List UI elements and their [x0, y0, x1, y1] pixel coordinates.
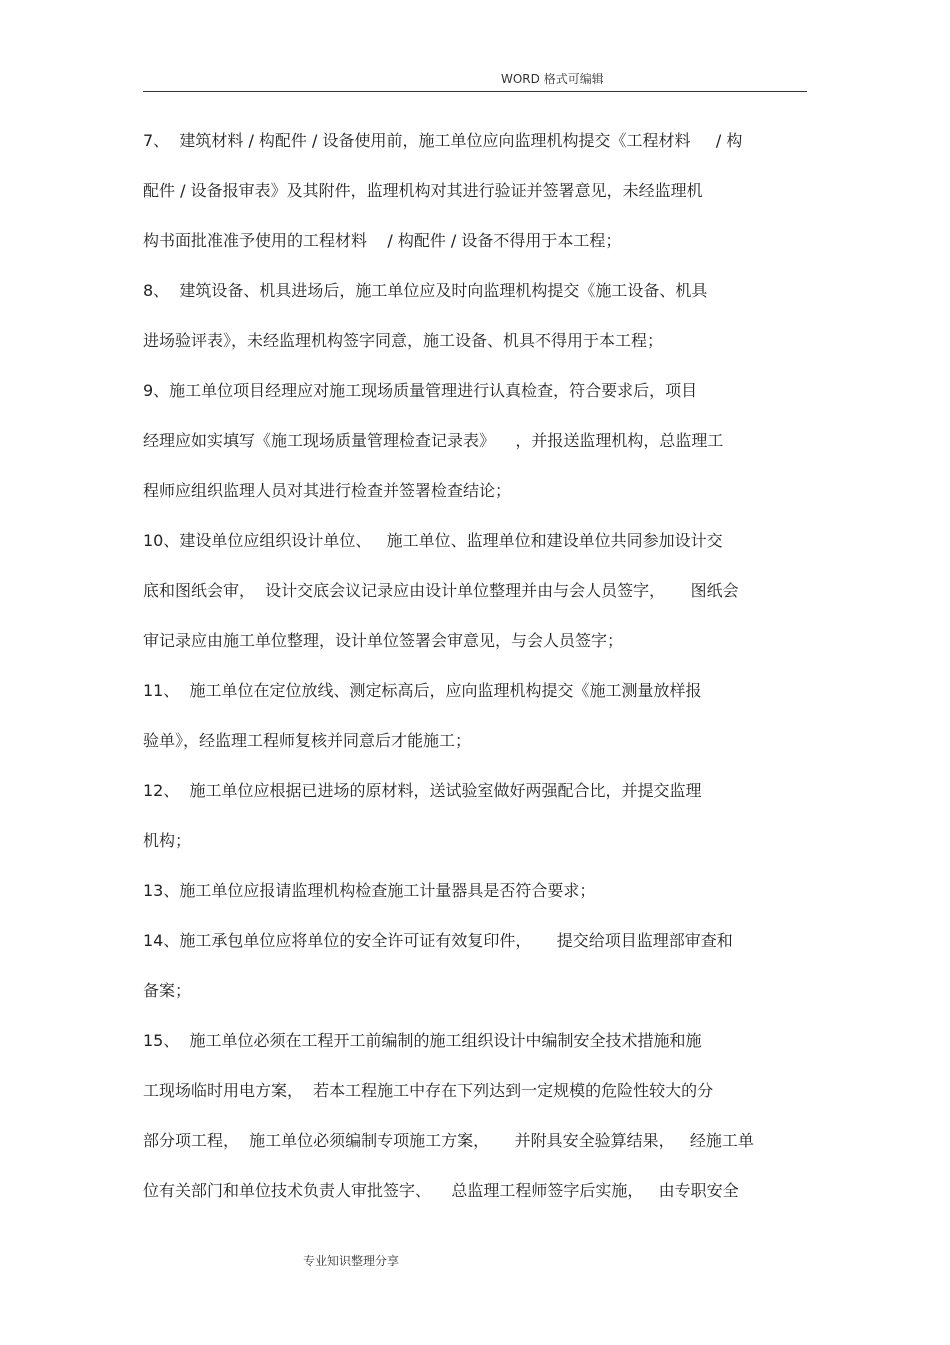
body-line-19: 15、 施工单位必须在工程开工前编制的施工组织设计中编制安全技术措施和施: [143, 1031, 702, 1050]
body-line-10: 底和图纸会审， 设计交底会议记录应由设计单位整理并由与会人员签字， 图纸会: [143, 581, 739, 600]
body-line-13: 验单》，经监理工程师复核并同意后才能施工；: [143, 731, 472, 750]
body-line-20: 工现场临时用电方案， 若本工程施工中存在下列达到一定规模的危险性较大的分: [143, 1081, 714, 1100]
page-header: [143, 68, 807, 92]
body-line-14: 12、 施工单位应根据已进场的原材料，送试验室做好两强配合比，并提交监理: [143, 781, 702, 800]
body-line-12: 11、 施工单位在定位放线、测定标高后，应向监理机构提交《施工测量放样报: [143, 681, 702, 700]
body-line-9: 10、建设单位应组织设计单位、 施工单位、监理单位和建设单位共同参加设计交: [143, 531, 723, 550]
body-line-21: 部分项工程， 施工单位必须编制专项施工方案， 并附具安全验算结果， 经施工单: [143, 1131, 754, 1150]
body-line-1: 7、 建筑材料 / 构配件 / 设备使用前，施工单位应向监理机构提交《工程材料 / 构: [143, 131, 743, 150]
body-line-4: 8、 建筑设备、机具进场后，施工单位应及时向监理机构提交《施工设备、机具: [143, 281, 708, 300]
body-line-7: 经理应如实填写《施工现场质量管理检查记录表》 ，并报送监理机构，总监理工: [143, 431, 724, 450]
body-line-16: 13、施工单位应报请监理机构检查施工计量器具是否符合要求；: [143, 881, 596, 900]
header-text: WORD 格式可编辑: [501, 72, 604, 86]
page-footer: 专业知识整理分享: [303, 1254, 400, 1268]
body-line-5: 进场验评表》，未经监理机构签字同意，施工设备、机具不得用于本工程；: [143, 331, 664, 350]
body-line-8: 程师应组织监理人员对其进行检查并签署检查结论；: [143, 481, 512, 500]
body-line-2: 配件 / 设备报审表》及其附件，监理机构对其进行验证并签署意见，未经监理机: [143, 181, 703, 200]
body-line-22: 位有关部门和单位技术负责人审批签字、 总监理工程师签字后实施， 由专职安全: [143, 1181, 739, 1200]
body-line-3: 构书面批准准予使用的工程材料 / 构配件 / 设备不得用于本工程；: [143, 231, 622, 250]
body-line-6: 9、施工单位项目经理应对施工现场质量管理进行认真检查，符合要求后，项目: [143, 381, 698, 400]
body-line-17: 14、施工承包单位应将单位的安全许可证有效复印件， 提交给项目监理部审查和: [143, 931, 733, 950]
body-line-18: 备案；: [143, 981, 192, 1000]
body-line-11: 审记录应由施工单位整理，设计单位签署会审意见，与会人员签字；: [143, 631, 624, 650]
body-line-15: 机构；: [143, 831, 192, 850]
